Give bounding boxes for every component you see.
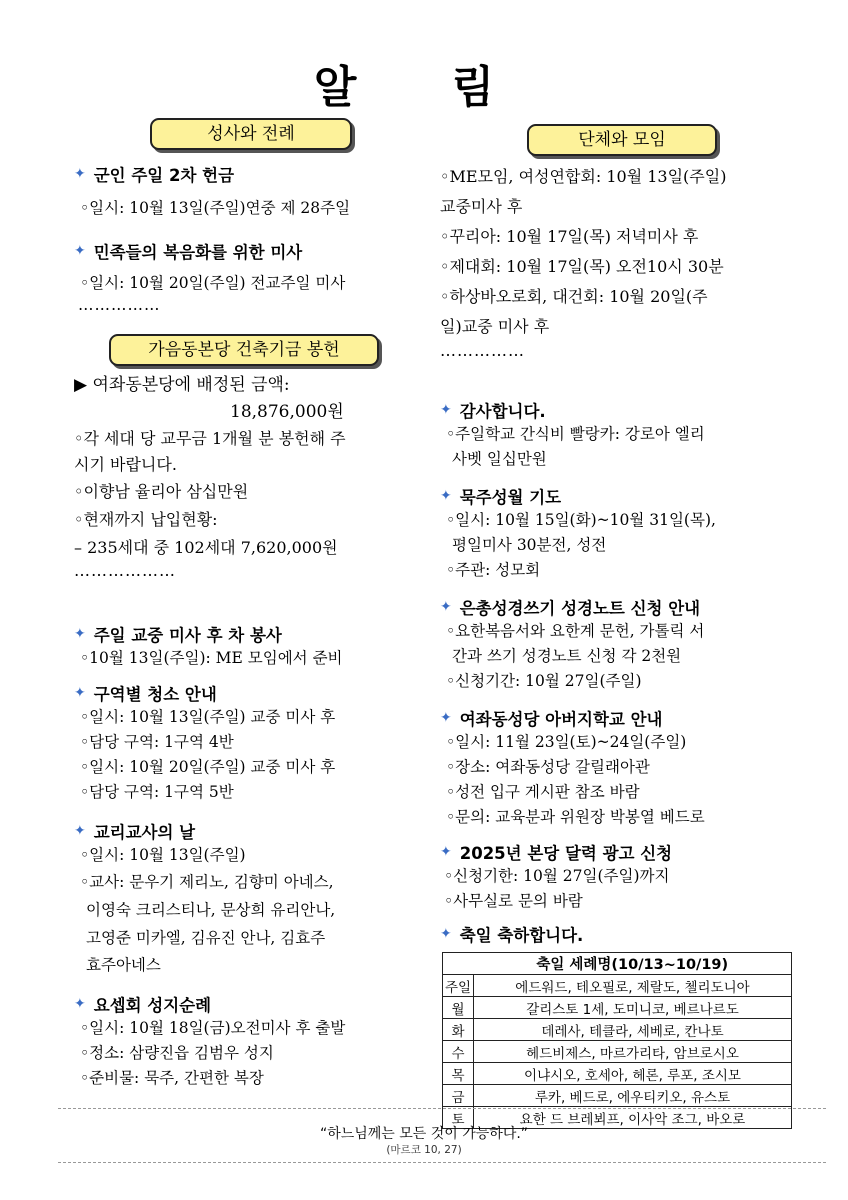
heading-text: 여좌동성당 아버지학교 안내 [459,710,663,729]
text-line: ◦일시: 10월 20일(주일) 교중 미사 후 [80,758,336,776]
star-bullet-icon: ✦ [74,166,86,182]
table-row [443,1063,792,1085]
fund-heading: ▶ 여좌동본당에 배정된 금액: [74,375,290,395]
table-header-row [443,953,792,975]
heading-text: 요셉회 성지순례 [93,996,212,1015]
text-line: ◦준비물: 묵주, 간편한 복장 [80,1069,264,1087]
star-bullet-icon: ✦ [440,402,452,418]
text-line: ◦이향남 율리아 삼십만원 [74,482,249,501]
day-cell: 목 [443,1063,474,1085]
text-line: ◦ME모임, 여성연합회: 10월 13일(주일) [440,167,727,186]
star-bullet-icon: ✦ [74,685,86,701]
text-line: ◦10월 13일(주일): ME 모임에서 준비 [80,649,343,667]
day-cell: 화 [443,1019,474,1041]
text-line: ◦하상바오로회, 대건회: 10월 20일(주 [440,287,708,306]
table-row [443,997,792,1019]
notice-heading-military-sunday [74,162,434,186]
text-line: ◦일시: 11월 23일(토)~24일(주일) [446,733,687,751]
text-line: 시기 바랍니다. [74,455,177,474]
day-cell: 금 [443,1085,474,1107]
text-line: ◦장소: 여좌동성당 갈릴래아관 [446,758,650,776]
table-title: 축일 세례명(10/13~10/19) [474,953,792,975]
text-line: 고영준 미카엘, 김유진 안나, 김효주 [86,929,326,947]
notice-heading-evangelization-mass [74,239,434,263]
footer-bottom-rule [58,1162,826,1163]
text-line: ◦꾸리아: 10월 17일(목) 저녁미사 후 [440,227,699,246]
heading-text: 구역별 청소 안내 [93,685,217,704]
notice-heading-pilgrimage [74,992,434,1016]
star-bullet-icon: ✦ [74,243,86,259]
left-column-bottom [74,622,434,1091]
table-header-blank [443,953,474,975]
text-line: ◦신청기간: 10월 27일(주일) [446,672,642,690]
star-bullet-icon: ✦ [440,844,452,860]
notice-heading-cleaning [74,681,434,705]
text-line: 이영숙 크리스티나, 문상희 유리안나, [86,901,336,919]
text-line: ◦일시: 10월 13일(주일) 교중 미사 후 [80,708,336,726]
table-row [443,975,792,997]
notice-heading-calendar-ad [440,840,792,864]
text-line: ◦요한복음서와 요한계 문헌, 가톨릭 서 [446,622,705,640]
heading-text: 묵주성월 기도 [459,488,562,507]
heading-text: 축일 축하합니다. [459,926,584,945]
text-line: ◦주관: 성모회 [446,561,541,579]
notice-heading-rosary-month [440,484,792,508]
day-cell: 월 [443,997,474,1019]
day-cell: 수 [443,1041,474,1063]
section-box-liturgy: 성사와 전례 [150,118,352,150]
building-fund-section [74,372,434,580]
heading-text: 감사합니다. [459,402,546,421]
day-cell: 주일 [443,975,474,997]
text-line: ◦일시: 10월 13일(주일) [80,846,246,864]
dotted-separator: ……………… [74,561,176,580]
text-line: – 235세대 중 102세대 7,620,000원 [74,538,338,557]
text-line: ◦주일학교 간식비 빨랑카: 강로아 엘리 [446,425,705,443]
notice-heading-tea-service [74,622,434,646]
heading-text: 교리교사의 날 [93,823,196,842]
names-cell: 에드워드, 테오필로, 제랄도, 첼리도니아 [474,975,792,997]
heading-text: 군인 주일 2차 헌금 [93,166,235,185]
text-line: ◦담당 구역: 1구역 5반 [80,783,234,801]
text-line: ◦제대회: 10월 17일(목) 오전10시 30분 [440,257,724,276]
heading-text: 민족들의 복음화를 위한 미사 [93,243,303,262]
names-cell: 이냐시오, 호세아, 헤론, 루포, 조시모 [474,1063,792,1085]
names-cell: 데레사, 테클라, 세베로, 칸나토 [474,1019,792,1041]
text-line: 교중미사 후 [440,197,523,216]
text-line: 사벳 일십만원 [452,450,547,468]
left-column-top [74,162,434,314]
dotted-separator: …………… [78,296,161,314]
text-line: 효주아네스 [86,956,161,974]
star-bullet-icon: ✦ [74,626,86,642]
star-bullet-icon: ✦ [440,599,452,615]
right-column-notices [440,398,792,1129]
notice-heading-teachers-day [74,819,434,843]
table-row [443,1041,792,1063]
text-line: ◦문의: 교육분과 위원장 박봉열 베드로 [446,808,705,826]
star-bullet-icon: ✦ [74,996,86,1012]
day-cell: 토 [443,1107,474,1129]
text-line: ◦사무실로 문의 바람 [444,892,583,910]
section-box-building-fund: 가음동본당 건축기금 봉헌 [109,334,379,366]
groups-section [440,162,792,360]
text-line: ◦각 세대 당 교무금 1개월 분 봉헌해 주 [74,429,346,448]
fund-amount: 18,876,000원 [230,402,344,422]
text-line: 일)교중 미사 후 [440,317,550,336]
text-line: 평일미사 30분전, 성전 [452,536,607,554]
text-line: ◦일시: 10월 15일(화)~10월 31일(목), [446,511,716,529]
table-row [443,1019,792,1041]
text-line: ◦신청기한: 10월 27일(주일)까지 [444,867,670,885]
text-line: ◦일시: 10월 18일(금)오전미사 후 출발 [80,1019,346,1037]
star-bullet-icon: ✦ [74,823,86,839]
text-line: ◦담당 구역: 1구역 4반 [80,733,234,751]
footer-reference: (마르코 10, 27) [386,1144,462,1156]
star-bullet-icon: ✦ [440,710,452,726]
star-bullet-icon: ✦ [440,926,452,942]
dotted-separator: …………… [440,341,525,360]
names-cell: 루카, 베드로, 에우티키오, 유스토 [474,1085,792,1107]
notice-heading-fathers-school [440,706,792,730]
heading-text: 2025년 본당 달력 광고 신청 [459,844,673,863]
text-line: ◦현재까지 납입현황: [74,510,218,529]
star-bullet-icon: ✦ [440,488,452,504]
names-cell: 요한 드 브레뵈프, 이사악 조그, 바오로 [474,1107,792,1129]
page-title: 알 림 [313,62,535,113]
text-line: ◦정소: 삼량진읍 김범우 성지 [80,1044,274,1062]
footer-top-rule [58,1108,826,1109]
footer [0,1125,848,1157]
text-line: ◦일시: 10월 20일(주일) 전교주일 미사 [80,274,346,292]
notice-heading-thanks [440,398,792,422]
text-line: ◦일시: 10월 13일(주일)연중 제 28주일 [80,199,351,217]
text-line: 간과 쓰기 성경노트 신청 각 2천원 [452,647,682,665]
table-row [443,1085,792,1107]
feast-day-table [442,952,792,1129]
notice-heading-feast-days [440,922,792,946]
section-box-groups: 단체와 모임 [527,124,717,156]
names-cell: 갈리스토 1세, 도미니코, 베르나르도 [474,997,792,1019]
text-line: ◦성전 입구 게시판 참조 바람 [446,783,640,801]
notice-heading-bible-writing [440,595,792,619]
names-cell: 헤드비제스, 마르가리타, 암브로시오 [474,1041,792,1063]
heading-text: 은총성경쓰기 성경노트 신청 안내 [459,599,701,618]
footer-quote: “하느님께는 모든 것이 가능하다.” [319,1126,529,1142]
text-line: ◦교사: 문우기 제리노, 김향미 아네스, [80,873,334,891]
heading-text: 주일 교중 미사 후 차 봉사 [93,626,282,645]
